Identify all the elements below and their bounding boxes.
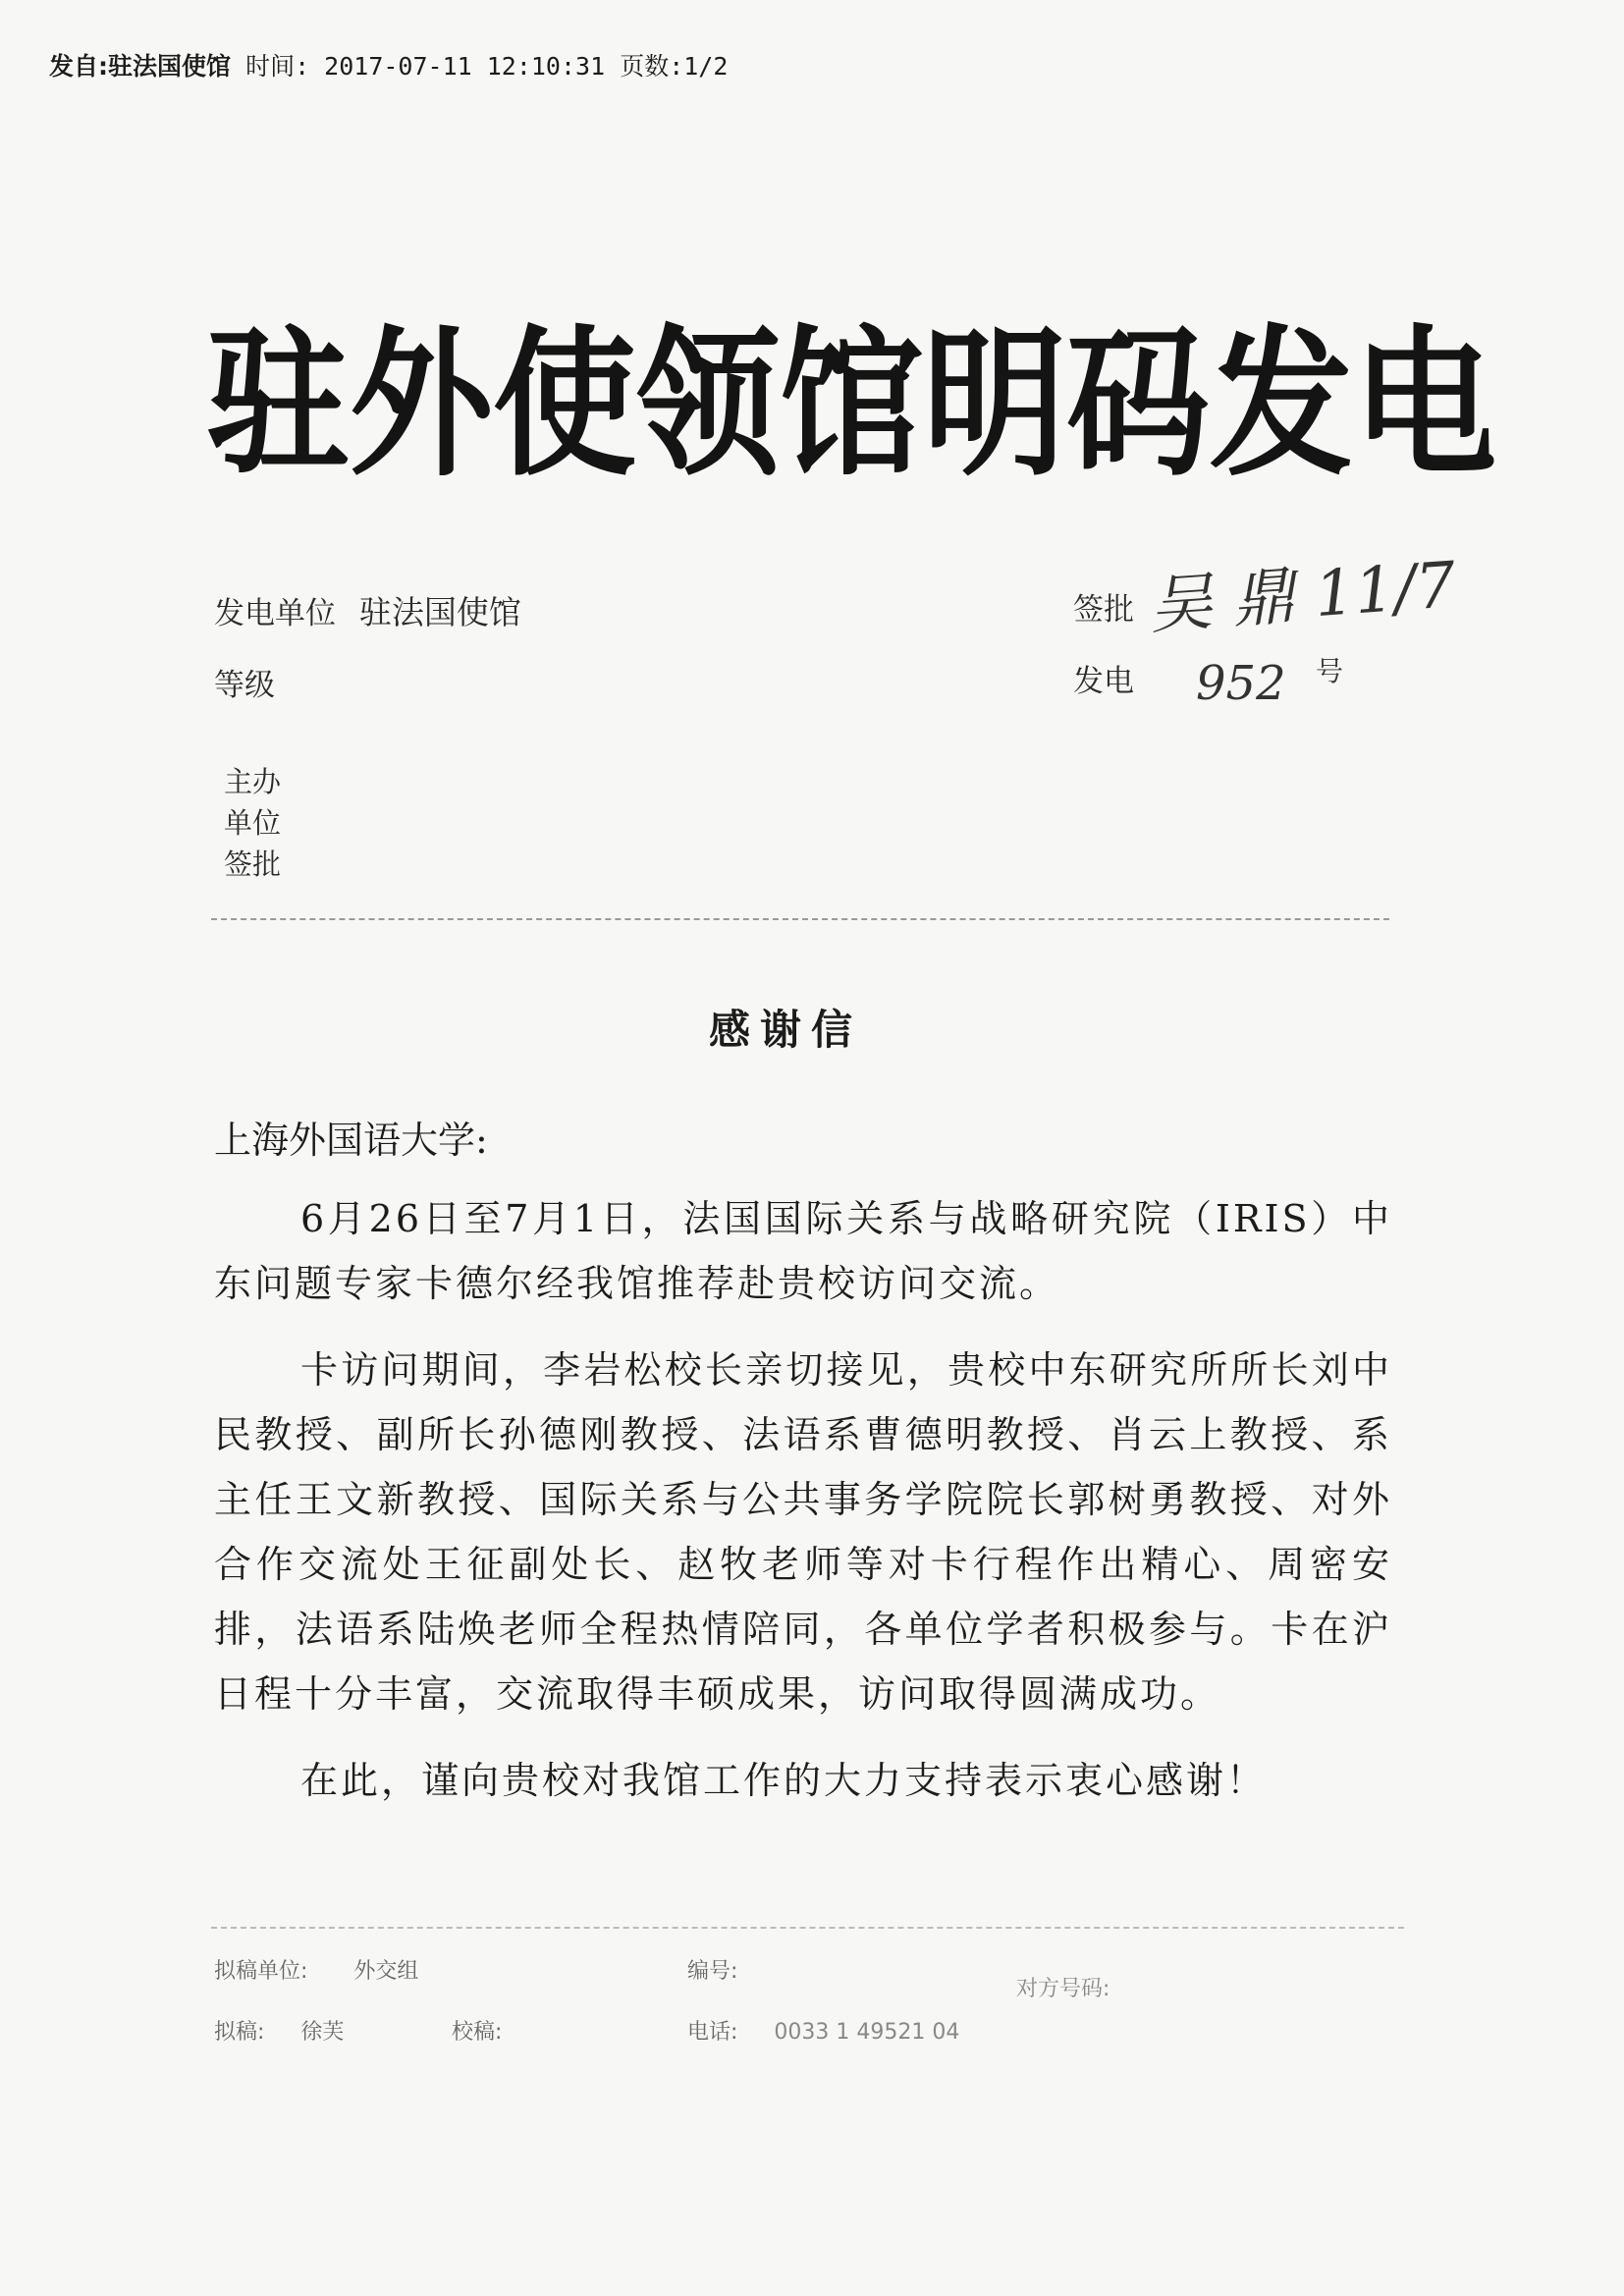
salutation: 上海外国语大学: — [214, 1119, 488, 1162]
number-suffix: 号 — [1316, 655, 1344, 687]
letter-paragraph: 在此，谨向贵校对我馆工作的大力支持表示衷心感谢！ — [300, 1759, 1268, 1802]
fax-header — [49, 47, 728, 82]
grade-label: 等级 — [214, 668, 275, 703]
counterpart-phone-label: 对方号码: — [1016, 1977, 1110, 2001]
approval-signature: 吴 鼎 11/7 — [1147, 549, 1459, 643]
drafting-unit-value: 外交组 — [353, 1959, 419, 1984]
approval-label: 签批 — [1073, 592, 1134, 628]
dispatch-label: 发电 — [1073, 664, 1134, 699]
proofreader-label: 校稿: — [452, 2020, 503, 2045]
host-unit-line: 签批 — [224, 847, 282, 881]
sending-unit-row — [214, 587, 521, 633]
host-unit-line: 主办 — [224, 765, 282, 798]
sending-unit-value: 驻法国使馆 — [358, 593, 521, 631]
phone-value: 0033 1 49521 04 — [774, 2020, 960, 2045]
footer-divider — [211, 1927, 1404, 1929]
drafter — [214, 2015, 344, 2046]
letter-paragraph: 6月26日至7月1日，法国国际关系与战略研究院（IRIS）中东问题专家卡德尔经我馆推荐赴贵校访问交流。 — [214, 1197, 1392, 1305]
page-title: 驻外使领馆明码发电 — [206, 309, 1496, 499]
letter-title: 感谢信 — [709, 1006, 863, 1054]
phone — [687, 2015, 959, 2046]
phone-label: 电话: — [687, 2020, 738, 2045]
drafting-unit-label: 拟稿单位: — [214, 1959, 308, 1984]
host-unit-line: 单位 — [224, 806, 282, 840]
sending-unit-label: 发电单位 — [214, 596, 336, 631]
letter-body — [214, 1186, 1392, 1834]
drafter-value: 徐芙 — [300, 2020, 345, 2045]
host-unit-block — [224, 761, 281, 885]
dispatch-number: 952 — [1196, 656, 1286, 711]
divider — [211, 918, 1389, 920]
fax-time: 时间: 2017-07-11 12:10:31 — [245, 52, 606, 81]
serial-label: 编号: — [687, 1959, 738, 1984]
fax-pages: 页数:1/2 — [620, 52, 729, 81]
drafter-label: 拟稿: — [214, 2020, 265, 2045]
fax-sender: 发自:驻法国使馆 — [49, 52, 231, 81]
drafting-unit — [214, 1954, 418, 1985]
letter-paragraph: 卡访问期间，李岩松校长亲切接见，贵校中东研究所所长刘中民教授、副所长孙德刚教授、法语系曹德明教授、肖云上教授、系主任王文新教授、国际关系与公共事务学院院长郭树勇教授、对外合作交流处王征副处长、赵牧老师等对卡行程作出精心、周密安排，法语系陆焕老师全程热情陪同，各单位学者积极参与。卡在沪日程十分丰富，交流取得丰硕成果，访问取得圆满成功。 — [214, 1348, 1392, 1716]
